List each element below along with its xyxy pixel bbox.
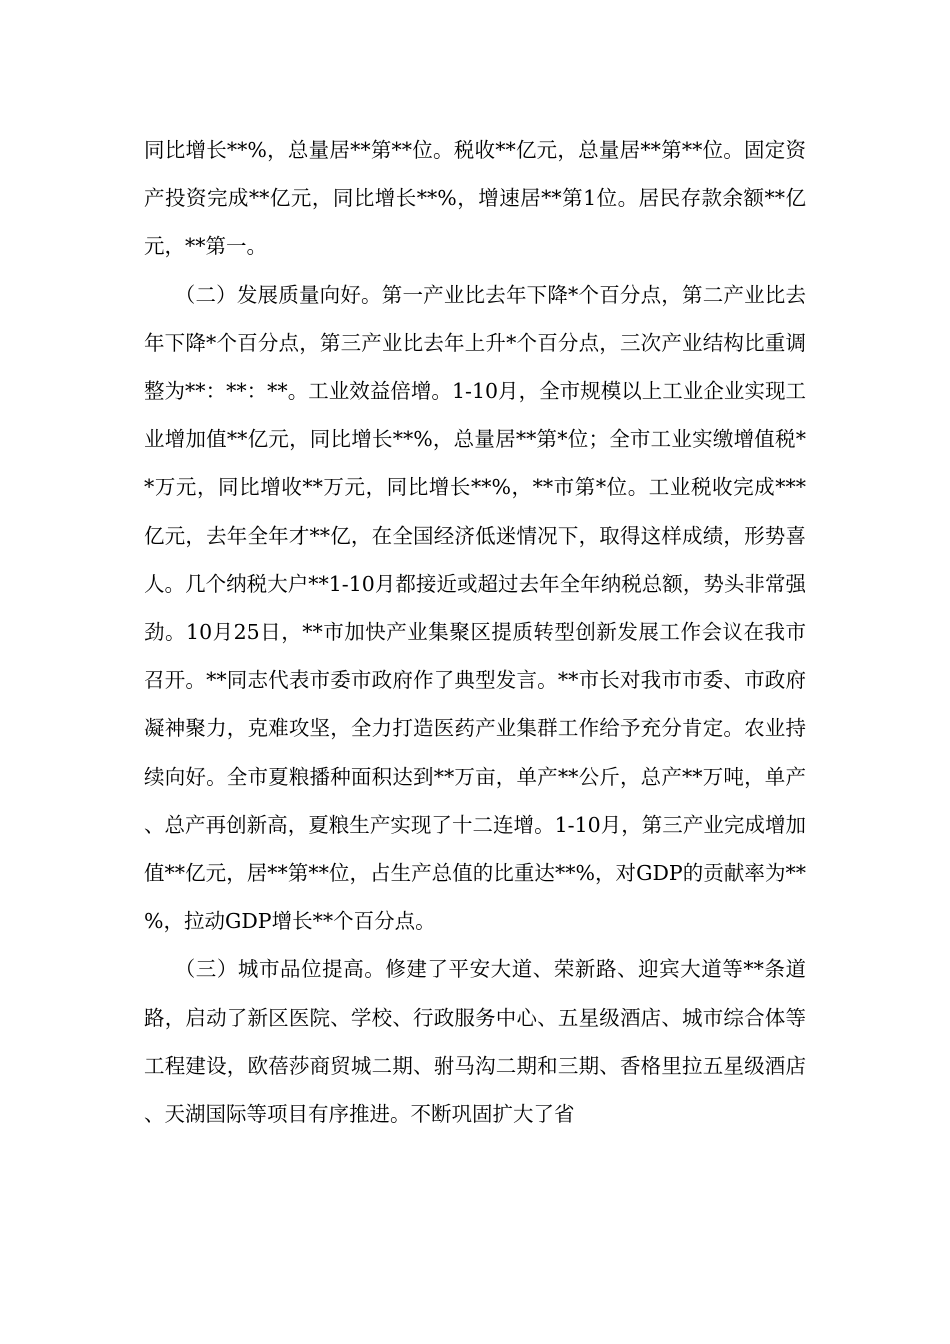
paragraph-economy-summary: 同比增长**%，总量居**第**位。税收**亿元，总量居**第**位。固定资产投资完成**亿元，同比增长**%，增速居**第1位。居民存款余额**亿元，**第一。 [144, 138, 806, 259]
paragraph-development-quality: （二）发展质量向好。第一产业比去年下降*个百分点，第二产业比去年下降*个百分点，第三产业比去年上升*个百分点，三次产业结构比重调整为**：**：**。工业效益倍增。1-10月，全市规模以上工业企业实现工业增加值**亿元，同比增长**%，总量居**第*位；全市工业实缴增值税**万元，同比增收**万元，同比增长**%，**市第*位。工业税收完成***亿元，去年全年才**亿，在全国经济低迷情况下，取得这样成绩，形势喜人。几个纳税大户**1-10月都接近或超过去年全年纳税总额，势头非常强劲。10月25日，**市加快产业集聚区提质转型创新发展工作会议在我市召开。**同志代表市委市政府作了典型发言。**市长对我市市委、市政府凝神聚力，克难攻坚，全力打造医药产业集群工作给予充分肯定。农业持续向好。全市夏粮播种面积达到**万亩，单产**公斤，总产**万吨，单产、总产再创新高，夏粮生产实现了十二连增。1-10月，第三产业完成增加值**亿元，居**第**位，占生产总值的比重达**%，对GDP的贡献率为**%，拉动GDP增长**个百分点。 [144, 282, 806, 934]
document-body [144, 126, 806, 1138]
paragraph-city-quality: （三）城市品位提高。修建了平安大道、荣新路、迎宾大道等**条道路，启动了新区医院、学校、行政服务中心、五星级酒店、城市综合体等工程建设，欧蓓莎商贸城二期、驸马沟二期和三期、香格里拉五星级酒店、天湖国际等项目有序推进。不断巩固扩大了省 [144, 957, 806, 1127]
